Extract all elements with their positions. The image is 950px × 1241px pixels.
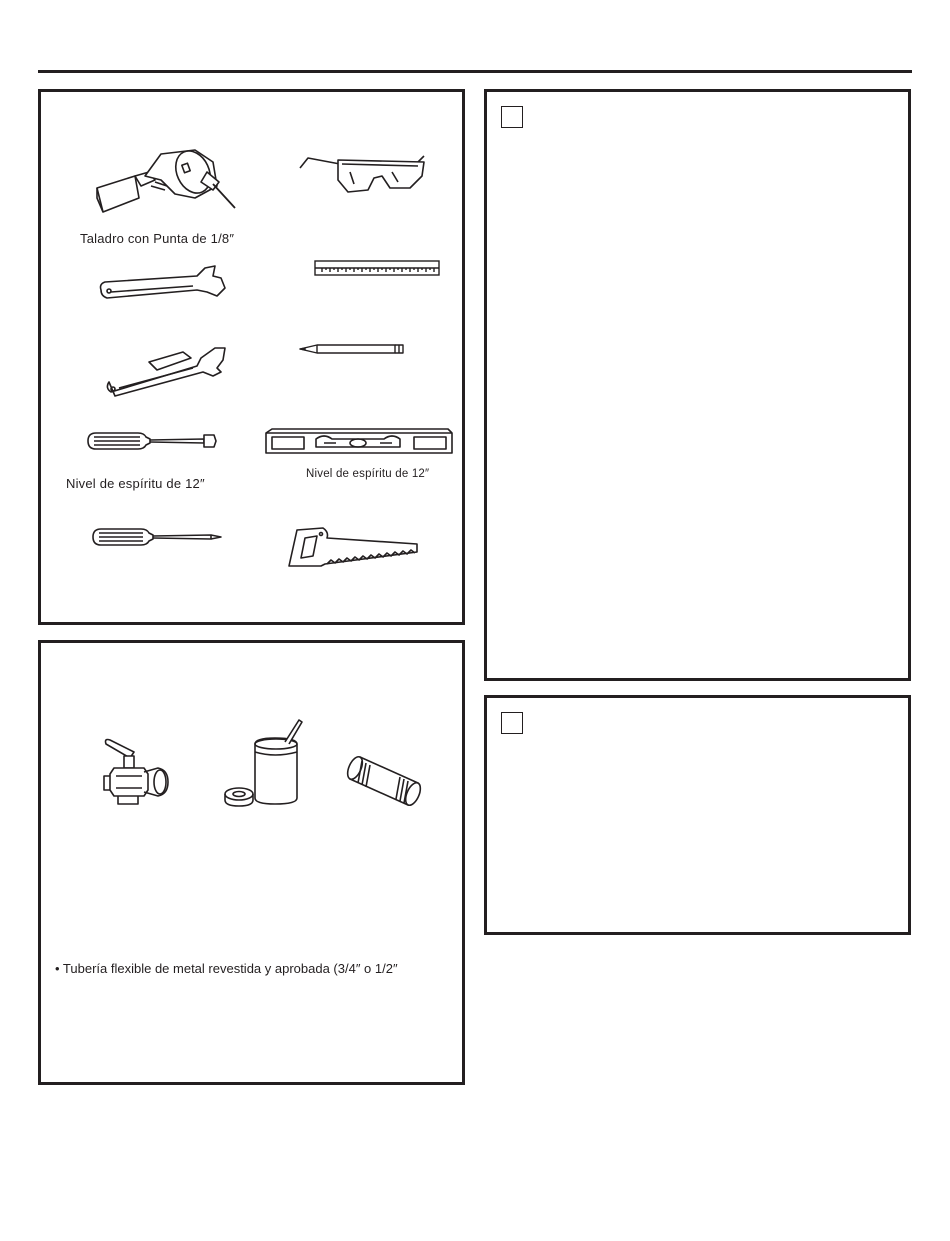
drill-caption: Taladro con Punta de 1/8″ [80, 231, 235, 246]
ruler-icon [314, 259, 442, 279]
spirit-level-icon [264, 427, 454, 457]
checklist-checkbox[interactable] [501, 712, 523, 734]
adjustable-wrench-icon [97, 262, 227, 304]
nut-driver-icon [86, 429, 218, 453]
level-right-caption: Nivel de espíritu de 12″ [306, 468, 430, 480]
flex-connector-bullet: • Tubería flexible de metal revestida y aprobada (3/4″ o 1/2″ [55, 961, 398, 976]
phillips-screwdriver-icon [91, 525, 223, 549]
header-rule [38, 70, 912, 73]
pipe-nipple-icon [348, 753, 428, 809]
pipe-compound-and-tape-icon [223, 718, 303, 808]
safety-glasses-icon [298, 150, 428, 200]
tools-panel [38, 89, 465, 625]
pencil-icon [299, 342, 407, 356]
pipe-wrench-icon [103, 342, 233, 398]
level-left-caption: Nivel de espíritu de 12″ [66, 476, 205, 491]
cordless-drill-icon [95, 146, 245, 226]
checklist-checkbox[interactable] [501, 106, 523, 128]
checklist-panel-1 [484, 89, 911, 681]
materials-panel [38, 640, 465, 1085]
handsaw-icon [287, 526, 421, 568]
checklist-panel-2 [484, 695, 911, 935]
shutoff-valve-icon [100, 734, 174, 806]
